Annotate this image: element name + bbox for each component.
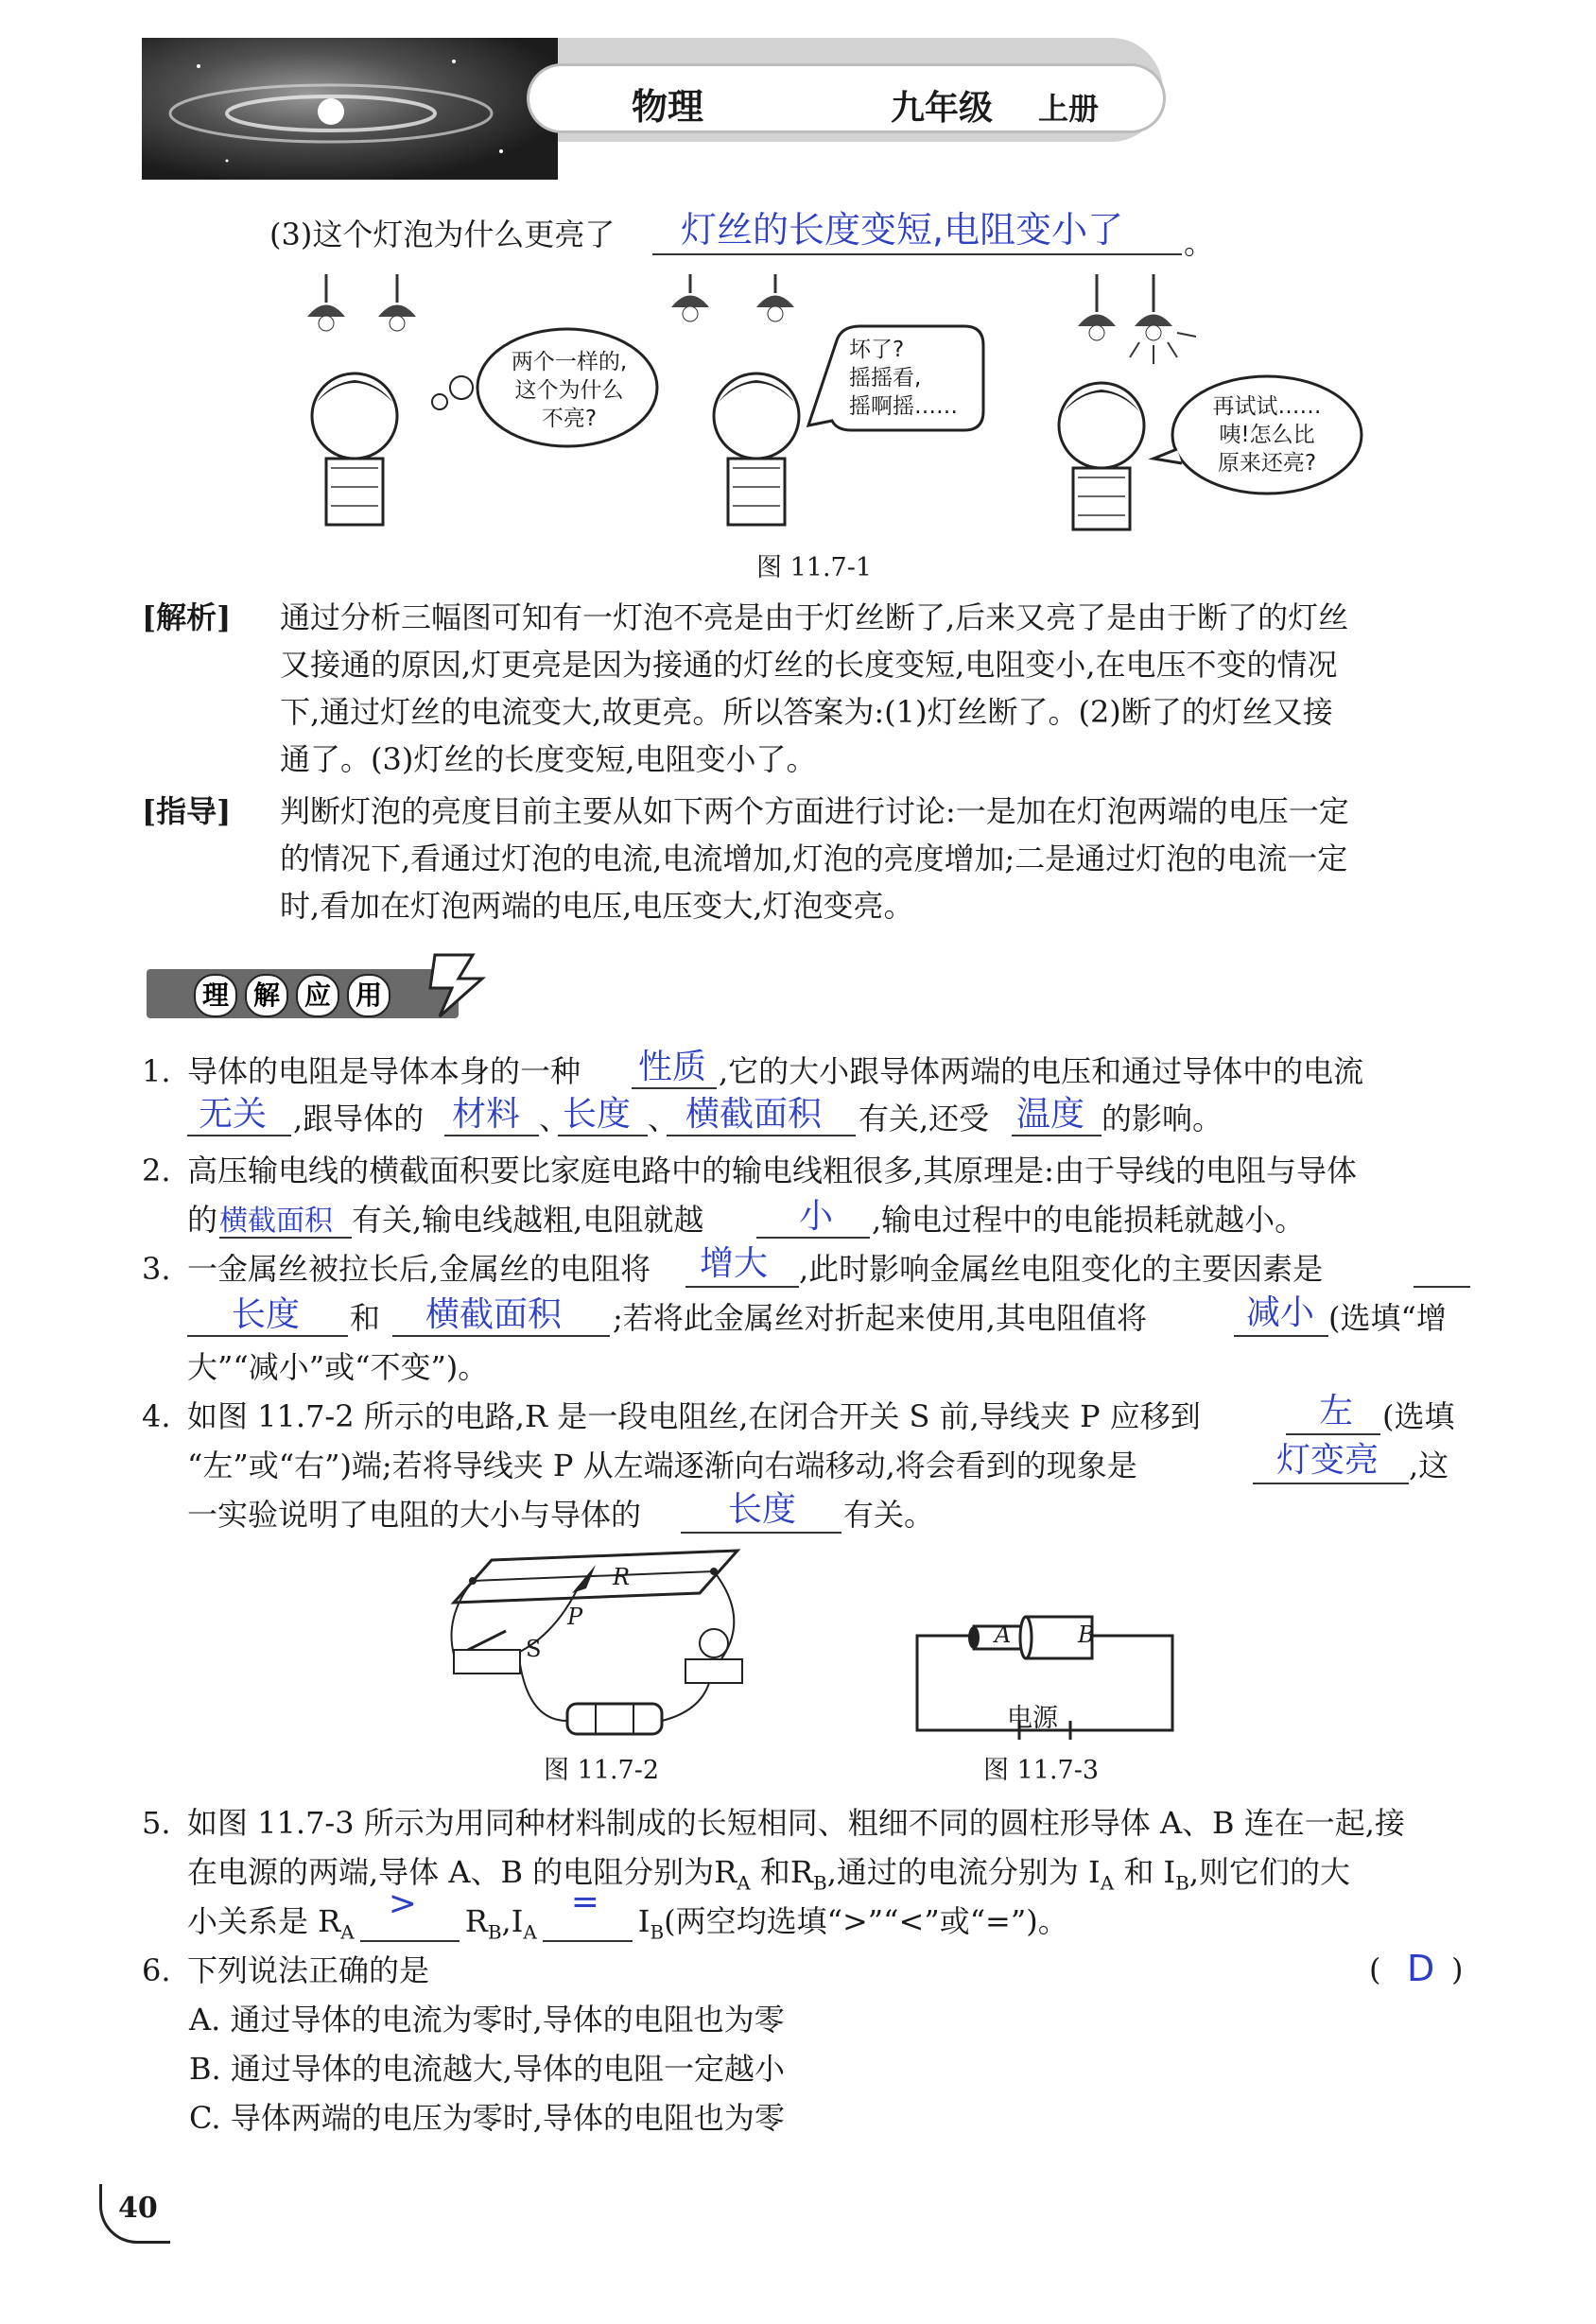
guidance-label: [指导] — [142, 793, 232, 829]
q3-top-period: 。 — [1184, 225, 1215, 261]
q3-text: 和 — [350, 1300, 381, 1336]
boy-surprised-icon — [1059, 383, 1144, 529]
analysis-line: 通了。(3)灯丝的长度变短,电阻变小了。 — [280, 741, 817, 777]
switch-icon — [454, 1650, 520, 1674]
q4-number: 4. — [142, 1398, 171, 1434]
q3-text: 一金属丝被拉长后,金属丝的电阻将 — [187, 1251, 651, 1287]
bubble-3-text — [1196, 392, 1338, 477]
bubble-2-text — [849, 336, 958, 421]
q6-answer: D — [1407, 1948, 1435, 1989]
q4-blank-2 — [1253, 1483, 1409, 1484]
q6-stem: 下列说法正确的是 — [187, 1952, 430, 1988]
q6-option-b: B. 通过导体的电流越大,导体的电阻一定越小 — [189, 2051, 786, 2087]
q5-sub: B — [487, 1920, 502, 1944]
q6-option-a: A. 通过导体的电流为零时,导体的电阻也为零 — [189, 2002, 785, 2038]
q2-text: ,输电过程中的电能损耗就越小。 — [872, 1202, 1306, 1238]
q4-text: 如图 11.7-2 所示的电路,R 是一段电阻丝,在闭合开关 S 前,导线夹 P 应移到 — [187, 1398, 1201, 1434]
q5-number: 5. — [142, 1805, 171, 1841]
bubble-1-line: 不亮? — [541, 407, 598, 431]
galaxy-header-image — [142, 38, 558, 180]
q3-answer-4: 减小 — [1246, 1293, 1315, 1332]
header-subject: 物理 — [632, 86, 704, 128]
q3-answer-1: 增大 — [700, 1244, 769, 1283]
q4-answer-3: 长度 — [728, 1490, 797, 1529]
q3-text: 大”“减小”或“不变”)。 — [187, 1349, 489, 1385]
guidance-line: 时,看加在灯泡两端的电压,电压变大,灯泡变亮。 — [280, 888, 914, 924]
q1-answer-6: 温度 — [1016, 1095, 1085, 1134]
q5-line-2 — [187, 1853, 1350, 1901]
figure-11-7-1-caption: 图 11.7-1 — [756, 553, 873, 582]
q3-answer-2: 长度 — [232, 1295, 301, 1334]
q2-text: 高压输电线的横截面积要比家庭电路中的输电线粗很多,其原理是:由于导线的电阻与导体 — [187, 1153, 1357, 1188]
q6-bracket-open: ( — [1369, 1951, 1381, 1987]
analysis-label: [解析] — [142, 599, 232, 635]
bubble-2-line: 摇啊摇…… — [849, 394, 958, 419]
q1-answer-5: 横截面积 — [685, 1095, 823, 1134]
q4-text: ,这 — [1409, 1448, 1449, 1483]
bubble-1-line: 这个为什么 — [514, 378, 624, 403]
q5-blank-2 — [543, 1882, 633, 1942]
q4-text: 一实验说明了电阻的大小与导体的 — [187, 1497, 642, 1533]
guidance-line: 判断灯泡的亮度目前主要从如下两个方面进行讨论:一是加在灯泡两端的电压一定 — [280, 793, 1349, 829]
q4-answer-1: 左 — [1319, 1392, 1354, 1431]
q3-text: (选填“增 — [1328, 1300, 1447, 1336]
q4-text: (选填 — [1382, 1398, 1455, 1434]
q5-sub: B — [812, 1871, 827, 1895]
q1-answer-2: 无关 — [199, 1095, 268, 1134]
q3-top-answer: 灯丝的长度变短,电阻变小了 — [681, 209, 1124, 251]
header-grade: 九年级 — [891, 89, 994, 128]
section-char: 解 — [245, 974, 288, 1017]
fig3-label-b: B — [1078, 1622, 1095, 1648]
guidance-line: 的情况下,看通过灯泡的电流,电流增加,灯泡的亮度增加;二是通过灯泡的电流一定 — [280, 841, 1348, 876]
section-title — [194, 974, 398, 1017]
q3-blank-1b — [1414, 1286, 1470, 1288]
q5-sub: A — [340, 1920, 355, 1944]
bubble-2-line: 摇摇看, — [849, 366, 922, 390]
q6-option-c: C. 导体两端的电压为零时,导体的电阻也为零 — [189, 2100, 785, 2136]
battery-icon — [567, 1704, 662, 1734]
q5-text: ,通过的电流分别为 I — [826, 1854, 1101, 1890]
q2-answer-2: 小 — [799, 1197, 834, 1236]
q1-answer-4: 长度 — [563, 1095, 632, 1134]
q3-blank-4 — [1234, 1335, 1328, 1337]
figure-11-7-2-caption: 图 11.7-2 — [544, 1756, 660, 1785]
q5-text: R — [464, 1903, 488, 1939]
fig3-label-a: A — [995, 1622, 1012, 1648]
q5-text: 和R — [750, 1854, 813, 1890]
q2-answer-1: 横截面积 — [219, 1205, 333, 1238]
bubble-1-text — [494, 348, 645, 433]
figure-11-7-2 — [435, 1541, 775, 1759]
q1-answer-1: 性质 — [638, 1048, 707, 1086]
q5-sub: B — [1175, 1871, 1189, 1895]
q3-text: ;若将此金属丝对折起来使用,其电阻值将 — [613, 1300, 1147, 1336]
q1-text: ,它的大小跟导体两端的电压和通过导体中的电流 — [719, 1053, 1364, 1089]
q5-answer-1: > — [388, 1884, 417, 1923]
q6-bracket-close: ) — [1451, 1951, 1464, 1987]
section-char: 理 — [194, 974, 237, 1017]
header-volume: 上册 — [1038, 91, 1100, 127]
q1-text: 的影响。 — [1102, 1101, 1223, 1136]
q5-blank-1 — [360, 1884, 460, 1942]
page-number: 40 — [118, 2192, 158, 2225]
figure-11-7-3-caption: 图 11.7-3 — [983, 1756, 1100, 1785]
q4-text: 有关。 — [843, 1497, 935, 1533]
q1-text: 有关,还受 — [859, 1101, 990, 1136]
q5-line-3 — [187, 1882, 1068, 1951]
q4-answer-2: 灯变亮 — [1276, 1441, 1379, 1480]
bulb-base-icon — [685, 1659, 742, 1683]
q4-text: “左”或“右”)端;若将导线夹 P 从左端逐渐向右端移动,将会看到的现象是 — [187, 1448, 1137, 1483]
q5-text: 如图 11.7-3 所示为用同种材料制成的长短相同、粗细不同的圆柱形导体 A、B 连在一起,接 — [187, 1805, 1405, 1841]
q5-text: I — [637, 1903, 651, 1939]
section-char: 应 — [296, 974, 339, 1017]
q3-top-text: (3)这个灯泡为什么更亮了 — [269, 217, 616, 252]
q3-top-blank — [652, 253, 1182, 255]
bubble-2-line: 坏了? — [849, 338, 905, 362]
q3-blank-1 — [685, 1286, 799, 1288]
analysis-line: 又接通的原因,灯更亮是因为接通的灯丝的长度变短,电阻变小,在电压不变的情况 — [280, 647, 1338, 683]
q1-text: 、 — [539, 1101, 570, 1136]
q5-text: 小关系是 R — [187, 1903, 341, 1939]
q5-sub: A — [737, 1871, 751, 1895]
q2-text: 的 — [187, 1202, 218, 1238]
bubble-3-line: 原来还亮? — [1217, 451, 1317, 476]
q2-text: 有关,输电线越粗,电阻就越 — [352, 1202, 704, 1238]
analysis-line: 通过分析三幅图可知有一灯泡不亮是由于灯丝断了,后来又亮了是由于断了的灯丝 — [280, 599, 1349, 635]
q5-text: 和 I — [1114, 1854, 1176, 1890]
boy-shaking-icon — [714, 373, 799, 525]
q1-text: 、 — [648, 1101, 679, 1136]
q3-number: 3. — [142, 1251, 171, 1287]
q3-top-line — [269, 216, 615, 253]
q3-text: ,此时影响金属丝电阻变化的主要因素是 — [799, 1251, 1324, 1287]
q1-number: 1. — [142, 1053, 171, 1089]
lamp-icon — [307, 274, 416, 331]
bulb-icon — [700, 1629, 728, 1657]
q5-text: ,则它们的大 — [1188, 1854, 1351, 1890]
q5-text: 在电源的两端,导体 A、B 的电阻分别为R — [187, 1854, 737, 1890]
q2-number: 2. — [142, 1153, 171, 1188]
q5-sub: A — [1100, 1871, 1115, 1895]
fig2-label-p: P — [567, 1604, 583, 1630]
q1-answer-3: 材料 — [452, 1095, 521, 1134]
q1-text: 导体的电阻是导体本身的一种 — [187, 1053, 581, 1089]
q4-blank-3 — [681, 1532, 841, 1534]
bubble-3-line: 咦!怎么比 — [1219, 423, 1315, 447]
boy-thinking-icon — [312, 373, 473, 525]
bubble-1-line: 两个一样的, — [511, 350, 628, 374]
fig3-label-source: 电源 — [1007, 1704, 1058, 1733]
lightning-icon — [416, 950, 492, 1021]
section-char: 用 — [347, 974, 390, 1017]
q1-text: ,跟导体的 — [293, 1101, 425, 1136]
analysis-line: 下,通过灯丝的电流变大,故更亮。所以答案为:(1)灯丝断了。(2)断了的灯丝又接 — [280, 694, 1333, 730]
fig2-label-s: S — [526, 1636, 542, 1662]
q5-text: ,I — [501, 1903, 524, 1939]
q5-sub: A — [523, 1920, 537, 1944]
q6-number: 6. — [142, 1952, 171, 1988]
q5-text: (两空均选填“>”“<”或“=”)。 — [664, 1903, 1068, 1939]
bubble-3-line: 再试试…… — [1212, 394, 1322, 419]
fig2-label-r: R — [613, 1564, 631, 1590]
galaxy-swirl-icon — [142, 38, 558, 180]
q5-answer-2: = — [570, 1882, 599, 1921]
q3-answer-3: 横截面积 — [425, 1295, 563, 1334]
q5-sub: B — [650, 1920, 665, 1944]
